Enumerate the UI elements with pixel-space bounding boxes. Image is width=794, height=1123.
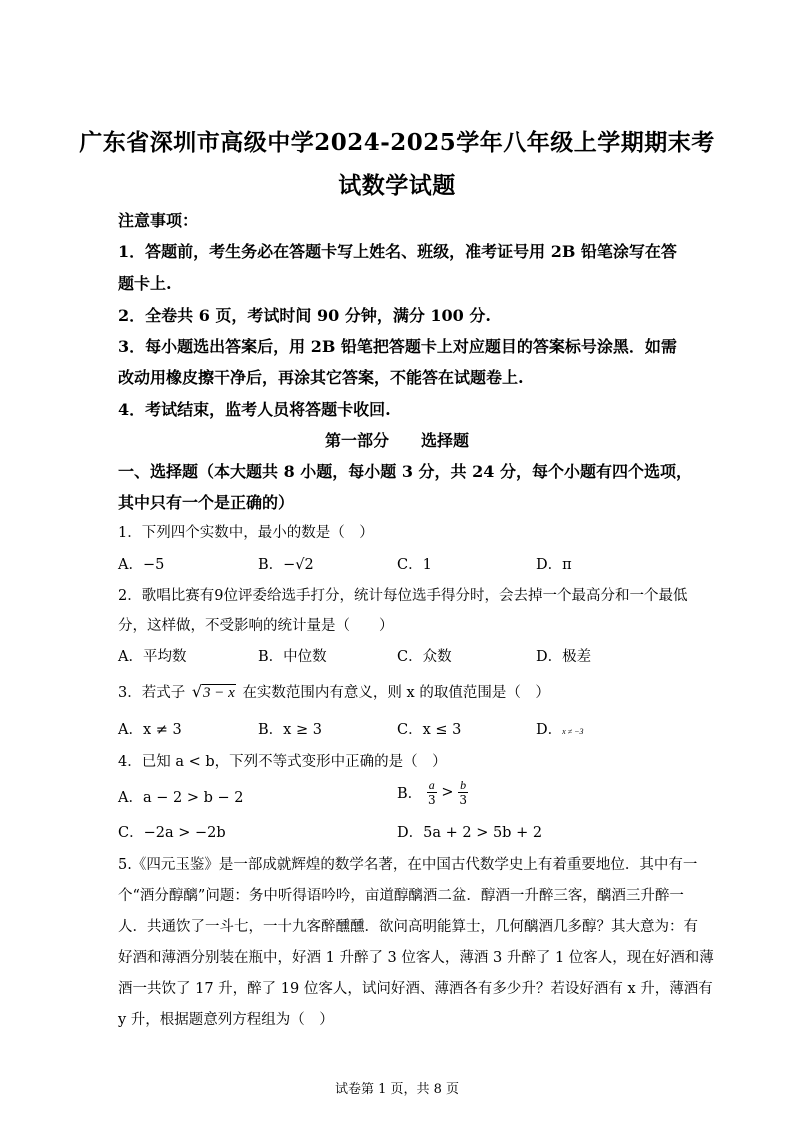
note-line: 题卡上. (118, 274, 172, 293)
title-line-1: 广东省深圳市高级中学2024-2025学年八年级上学期期末考 (79, 129, 715, 156)
title-line-2: 试数学试题 (338, 172, 456, 199)
question-4-stem: 4．已知 a < b，下列不等式变形中正确的是（ ） (118, 754, 447, 770)
page-footer: 试卷第 1 页，共 8 页 (334, 1082, 460, 1097)
question-5-line: 人．共通饮了一斗七，一十九客醉醺醺．欲问高明能算士，几何醨酒几多醇？其大意为：有 (118, 919, 698, 935)
q4-option-b-label: B． (397, 786, 423, 802)
q4-option-c: C．−2a > −2b (118, 825, 226, 841)
section-heading-line-1: 一、选择题（本大题共 8 小题，每小题 3 分，共 24 分，每个小题有四个选项， (118, 462, 692, 481)
q3-option-d-math: x ≠ −3 (562, 727, 584, 736)
fraction-a-over-3 (427, 778, 437, 807)
q3-option-d (536, 718, 583, 739)
section-heading-line-2: 其中只有一个是正确的） (118, 493, 295, 512)
question-3-stem (118, 681, 550, 702)
q3-stem-suffix: 在实数范围内有意义，则 x 的取值范围是（ ） (242, 685, 550, 701)
note-line: 2．全卷共 6 页，考试时间 90 分钟，满分 100 分. (118, 306, 491, 325)
question-5-line: 酒一共饮了 17 升，醉了 19 位客人，试问好酒、薄酒各有多少升？若设好酒有 x 升，薄酒有 (118, 981, 713, 997)
q3-option-a: A．x ≠ 3 (118, 722, 182, 738)
q2-option-a: A．平均数 (118, 649, 187, 665)
q3-option-c: C．x ≤ 3 (397, 722, 462, 738)
q1-option-b: B．−√2 (258, 557, 314, 573)
question-5-line: 个“酒分醇醨”问题：务中听得语吟吟，亩道醇醨酒二盆．醇酒一升醉三客，醨酒三升醉一 (118, 888, 684, 904)
q2-option-d: D．极差 (536, 649, 592, 665)
denominator: 3 (459, 793, 467, 807)
sqrt-expression (192, 682, 236, 702)
q2-option-c: C．众数 (397, 649, 452, 665)
note-line: 4．考试结束，监考人员将答题卡收回. (118, 400, 391, 419)
q3-stem-prefix: 3．若式子 (118, 685, 186, 701)
question-5-line: y 升，根据题意列方程组为（ ） (118, 1012, 334, 1028)
note-line: 1．答题前，考生务必在答题卡写上姓名、班级，准考证号用 2B 铅笔涂写在答 (118, 242, 677, 261)
notes-heading: 注意事项： (118, 211, 199, 230)
q4-option-b (397, 778, 468, 807)
q3-option-b: B．x ≥ 3 (258, 722, 322, 738)
question-5-line: 5.《四元玉鉴》是一部成就辉煌的数学名著，在中国古代数学史上有着重要地位．其中有一 (118, 857, 698, 873)
greater-than-sign: > (441, 784, 454, 801)
question-5-line: 好酒和薄酒分别装在瓶中，好酒 1 升醉了 3 位客人，薄酒 3 升醉了 1 位客人，现在好酒和薄 (118, 950, 714, 966)
q2-option-b: B．中位数 (258, 649, 327, 665)
fraction-b-over-3 (458, 778, 468, 807)
numerator: a (428, 778, 435, 792)
question-1-stem: 1．下列四个实数中，最小的数是（ ） (118, 525, 374, 541)
q1-option-c: C．1 (397, 557, 432, 573)
q1-option-d: D．π (536, 557, 572, 573)
radical-sign-icon: √ (191, 682, 203, 701)
numerator: b (460, 778, 467, 792)
note-line: 改动用橡皮擦干净后，再涂其它答案，不能答在试题卷上. (118, 368, 524, 387)
note-line: 3．每小题选出答案后，用 2B 铅笔把答题卡上对应题目的答案标号涂黑．如需 (118, 337, 677, 356)
part-title: 第一部分 选择题 (324, 431, 469, 450)
q4-option-d: D．5a + 2 > 5b + 2 (397, 825, 543, 841)
radicand: 3 − x (203, 685, 235, 701)
q1-option-a: A．−5 (118, 557, 165, 573)
question-2-stem-line-2: 分，这样做，不受影响的统计量是（ ） (118, 618, 394, 634)
question-2-stem-line-1: 2．歌唱比赛有9位评委给选手打分，统计每位选手得分时，会去掉一个最高分和一个最低 (118, 588, 688, 604)
denominator: 3 (427, 793, 436, 807)
q3-option-d-label: D． (536, 722, 563, 738)
q4-option-a: A．a − 2 > b − 2 (118, 790, 244, 806)
